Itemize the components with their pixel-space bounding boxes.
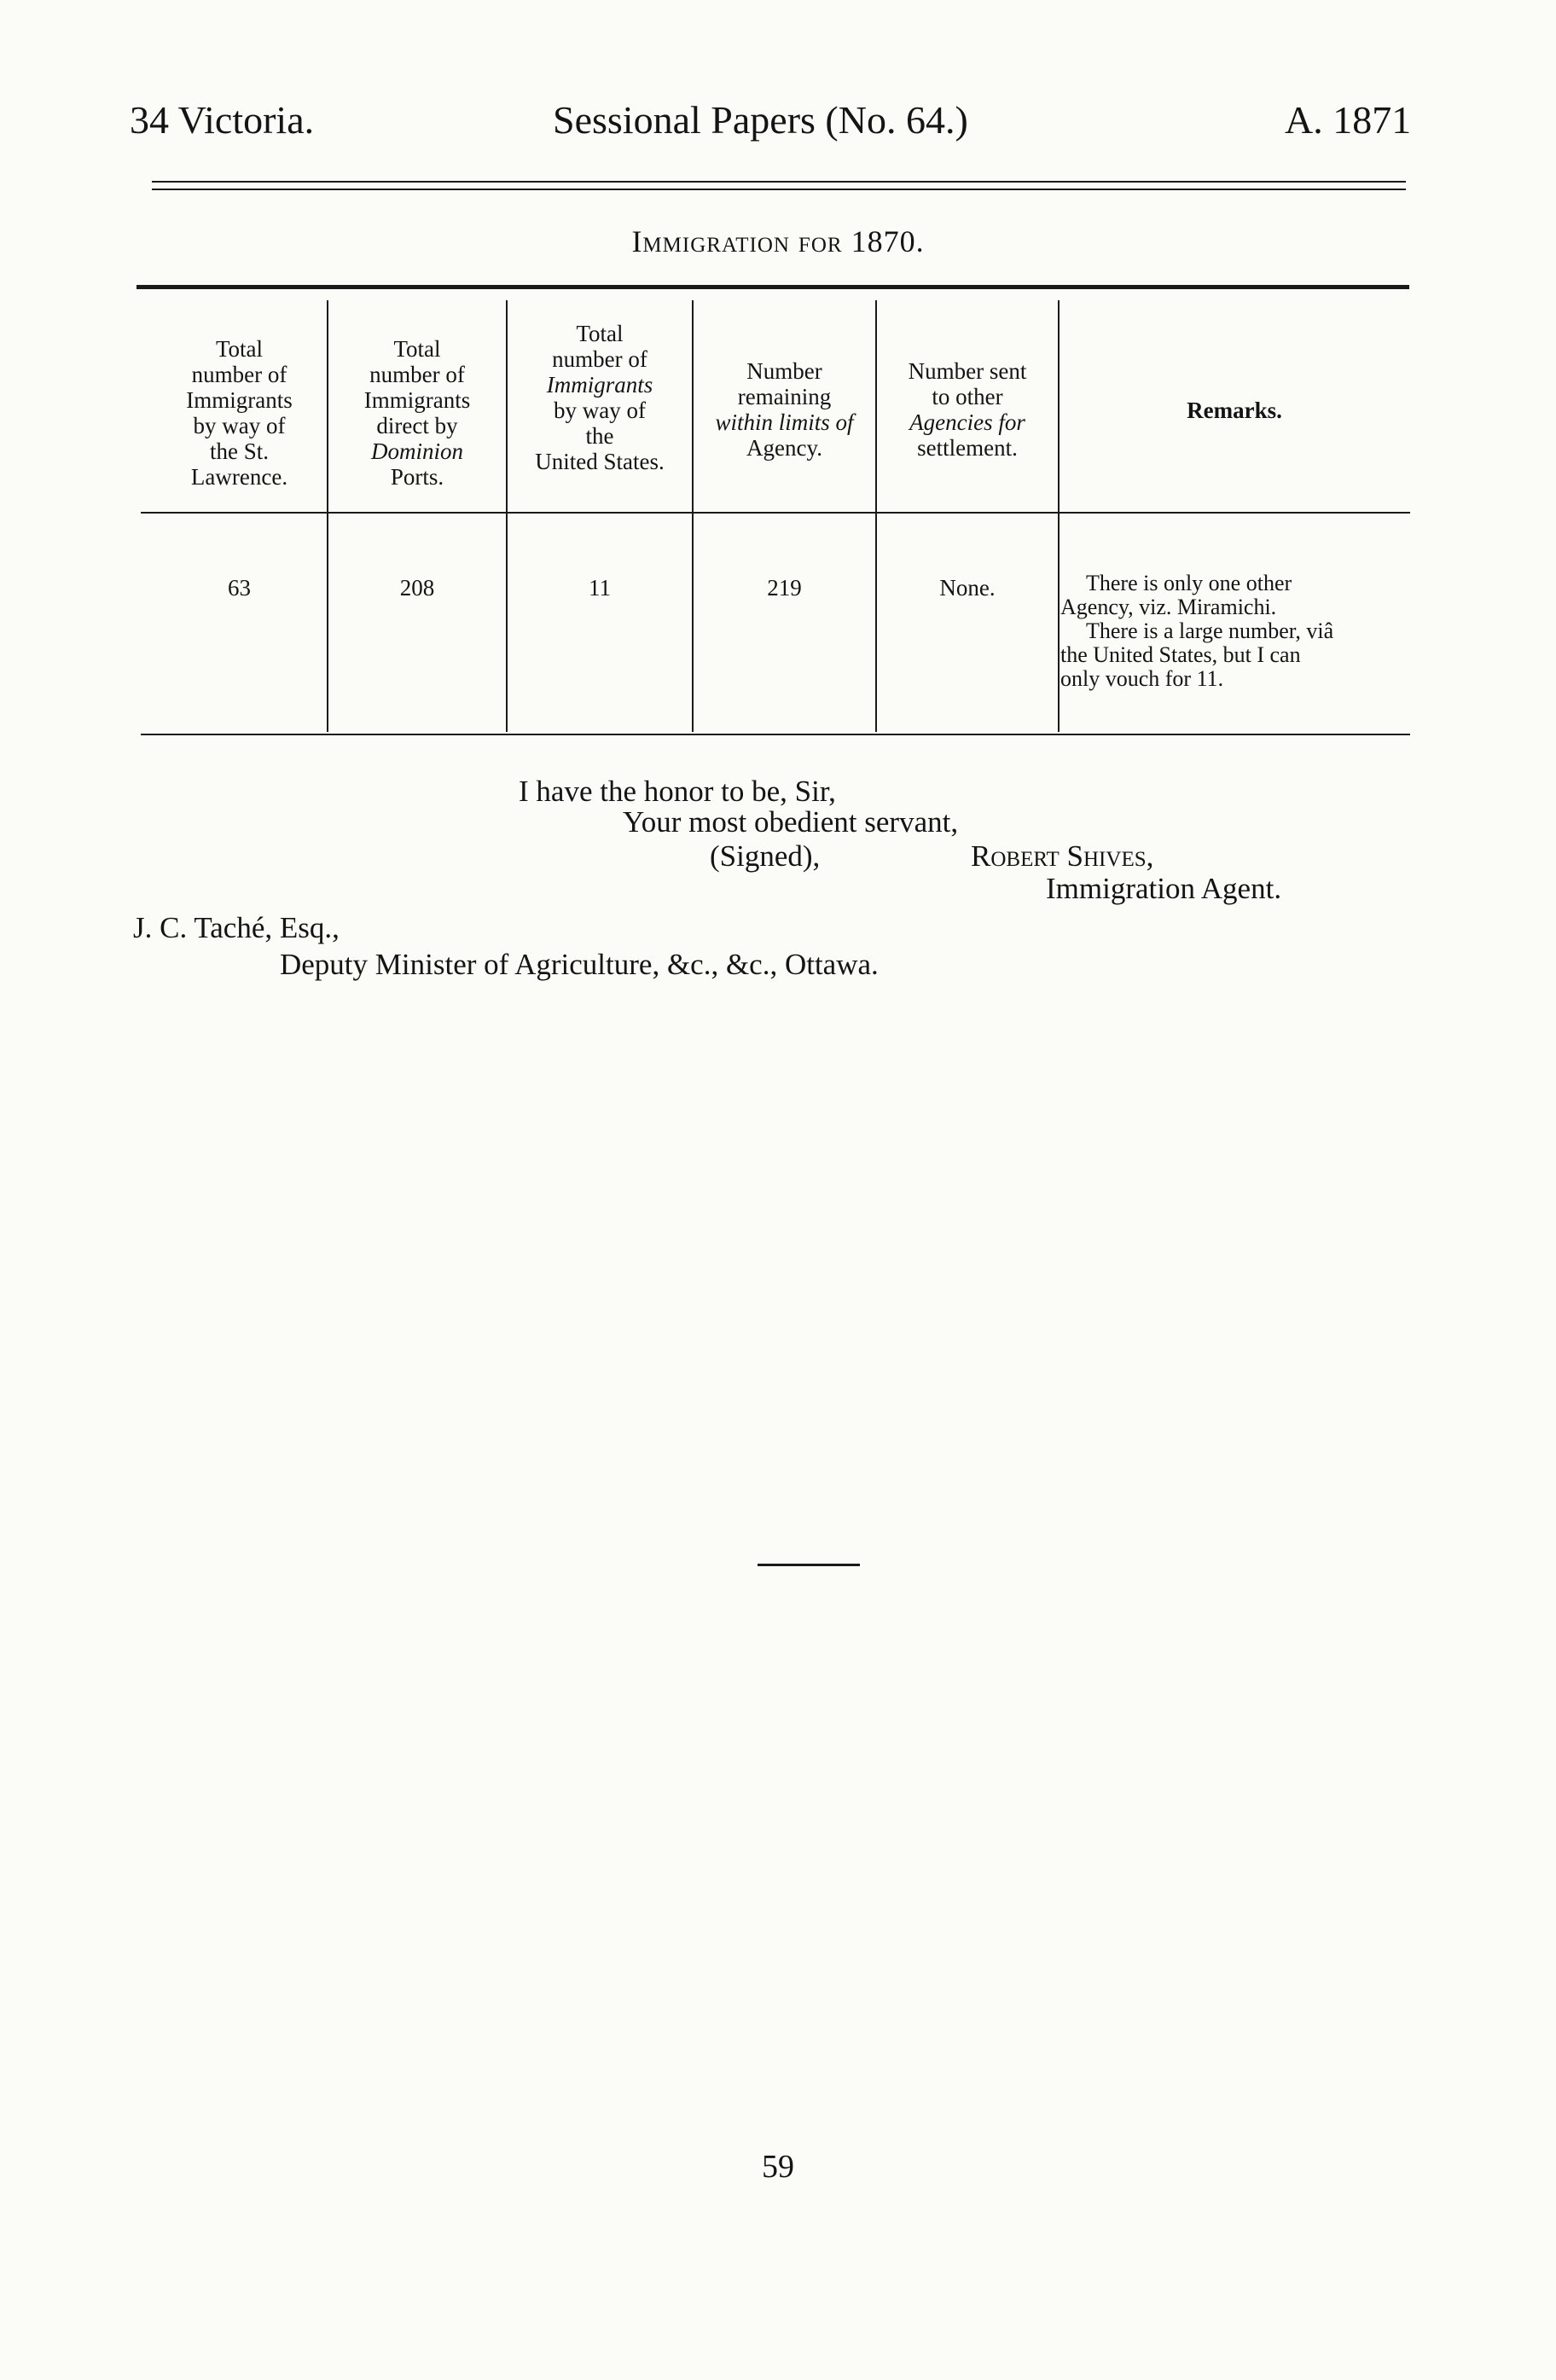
signatory-title: Immigration Agent. [1046,872,1282,905]
table-top-rule [136,285,1409,289]
column-header-united-states: Total number of Immigrants by way of the United States. [535,321,665,474]
section-divider [758,1564,860,1566]
column-header-remarks: Remarks. [1187,398,1282,423]
column-header-remaining: Number remaining within limits of Agency. [715,358,854,461]
cell-remarks [1060,572,1419,691]
page-number: 59 [762,2149,794,2185]
signatory-name: Robert Shives, [971,839,1154,873]
table-caption-year: 1870. [851,224,925,258]
header-rule-top [152,181,1406,183]
addressee-position: Deputy Minister of Agriculture, &c., &c., Ottawa. [280,948,879,981]
header-year: A. 1871 [1285,98,1412,142]
header-sessional-papers: Sessional Papers (No. 64.) [553,98,968,142]
remark-line: the United States, but I can [1060,642,1301,667]
remark-line: There is a large number, viâ [1086,618,1334,643]
column-header-sent: Number sent to other Agencies for settlement. [908,358,1027,461]
column-divider [1058,300,1060,732]
header-volume: 34 Victoria. [130,98,315,142]
remark-line: Agency, viz. Miramichi. [1060,595,1277,619]
cell-sent: None. [939,575,996,601]
cell-remaining: 219 [767,575,802,601]
table-caption-title: Immigration for [631,224,843,258]
column-header-dominion-ports: Total number of Immigrants direct by Dominion Ports. [363,336,471,490]
closing-signed: (Signed), [710,839,821,873]
cell-united-states: 11 [589,575,611,601]
cell-dominion-ports: 208 [399,575,435,601]
header-rule-bottom [152,189,1406,190]
closing-salutation: I have the honor to be, Sir, [519,775,836,808]
column-header-st-lawrence: Total number of Immigrants by way of the St. Lawrence. [186,336,293,490]
table-caption [0,223,1556,259]
table-bottom-rule [141,734,1410,735]
table-header-rule [141,512,1410,514]
closing-servant: Your most obedient servant, [623,805,959,839]
remark-line: only vouch for 11. [1060,666,1224,691]
cell-st-lawrence: 63 [228,575,251,601]
addressee-name: J. C. Taché, Esq., [133,911,340,944]
remark-line: There is only one other [1086,571,1292,595]
